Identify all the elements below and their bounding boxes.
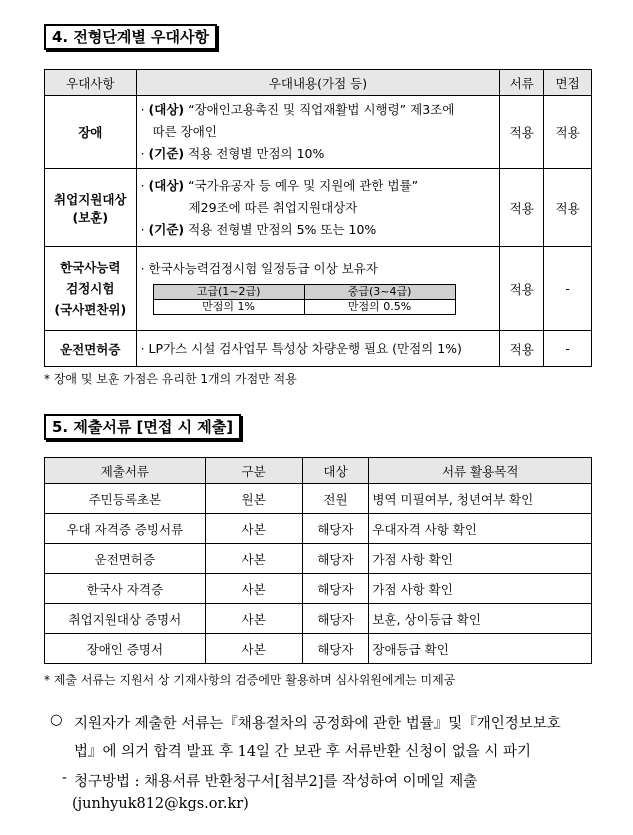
section-4-title: 4. 전형단계별 우대사항	[44, 24, 217, 50]
doc-purpose: 장애등급 확인	[369, 634, 592, 664]
table-row	[45, 604, 592, 634]
doc-name: 한국사 자격증	[45, 574, 206, 604]
row-interview: -	[544, 331, 592, 367]
table-row	[45, 331, 592, 367]
grade-value-intermediate: 만점의 0.5%	[304, 300, 455, 315]
row-doc: 적용	[500, 331, 544, 367]
grade-value-advanced: 만점의 1%	[153, 300, 304, 315]
header-content: 우대내용(가점 등)	[136, 70, 500, 96]
table-row	[45, 247, 592, 331]
paragraph-line-1: 지원자가 제출한 서류는『채용절차의 공정화에 관한 법률』및『개인정보보호	[74, 716, 561, 732]
row-doc: 적용	[500, 96, 544, 169]
paragraph-sub-bullet: -	[62, 770, 67, 786]
header-document: 제출서류	[45, 458, 206, 484]
doc-purpose: 가점 사항 확인	[369, 574, 592, 604]
header-target: 대상	[302, 458, 369, 484]
doc-type: 사본	[205, 514, 302, 544]
documents-table-header	[45, 458, 592, 484]
row-doc: 적용	[500, 247, 544, 331]
section-5-note: * 제출 서류는 지원서 상 기재사항의 검증에만 활용하며 심사위원에게는 미제공	[44, 673, 456, 687]
paragraph-bullet: ○	[50, 712, 63, 728]
preference-table-header	[45, 70, 592, 96]
table-row	[45, 169, 592, 247]
email-link[interactable]: (junhyuk812@kgs.or.kr)	[72, 796, 249, 812]
section-4-note: * 장애 및 보훈 가점은 유리한 1개의 가점만 적용	[44, 372, 297, 386]
header-category: 우대사항	[45, 70, 137, 96]
doc-name: 취업지원대상 증명서	[45, 604, 206, 634]
grade-header-intermediate: 중급(3~4급)	[304, 285, 455, 300]
doc-type: 원본	[205, 484, 302, 514]
row-doc: 적용	[500, 169, 544, 247]
doc-target: 해당자	[302, 544, 369, 574]
doc-target: 전원	[302, 484, 369, 514]
doc-target: 해당자	[302, 604, 369, 634]
row-category: 운전면허증	[45, 331, 137, 367]
doc-target: 해당자	[302, 514, 369, 544]
table-row	[45, 574, 592, 604]
row-category: 장애	[45, 96, 137, 169]
doc-type: 사본	[205, 544, 302, 574]
paragraph-sub-line: 청구방법 : 채용서류 반환청구서[첨부2]를 작성하여 이메일 제출	[74, 774, 478, 790]
table-row	[45, 634, 592, 664]
doc-type: 사본	[205, 634, 302, 664]
doc-purpose: 우대자격 사항 확인	[369, 514, 592, 544]
doc-purpose: 가점 사항 확인	[369, 544, 592, 574]
doc-name: 주민등록초본	[45, 484, 206, 514]
doc-name: 우대 자격증 증빙서류	[45, 514, 206, 544]
header-type: 구분	[205, 458, 302, 484]
paragraph-line-2: 법』에 의거 합격 발표 후 14일 간 보관 후 서류반환 신청이 없을 시 파기	[74, 744, 532, 760]
preference-table	[44, 69, 592, 367]
section-5-title: 5. 제출서류 [면접 시 제출]	[44, 414, 241, 440]
doc-target: 해당자	[302, 634, 369, 664]
table-row	[45, 544, 592, 574]
doc-purpose: 병역 미필여부, 청년여부 확인	[369, 484, 592, 514]
table-row	[45, 96, 592, 169]
doc-name: 장애인 증명서	[45, 634, 206, 664]
header-doc: 서류	[500, 70, 544, 96]
row-content: · (대상) “국가유공자 등 예우 및 지원에 관한 법률” 제29조에 따른 취업지원대상자 · (기준) 적용 전형별 만점의 5% 또는 10%	[136, 169, 500, 247]
row-interview: -	[544, 247, 592, 331]
doc-purpose: 보훈, 상이등급 확인	[369, 604, 592, 634]
row-content: · LP가스 시설 검사업무 특성상 차량운행 필요 (만점의 1%)	[136, 331, 500, 367]
row-category: 취업지원대상 (보훈)	[45, 169, 137, 247]
header-purpose: 서류 활용목적	[369, 458, 592, 484]
doc-target: 해당자	[302, 574, 369, 604]
grade-table	[153, 284, 456, 315]
row-content: · 한국사능력검정시험 일정등급 이상 보유자 고급(1~2급) 중급(3~4급) 만점의 1% 만점의 0.5%	[136, 247, 500, 331]
grade-header-advanced: 고급(1~2급)	[153, 285, 304, 300]
documents-table	[44, 457, 592, 664]
header-interview: 면접	[544, 70, 592, 96]
doc-name: 운전면허증	[45, 544, 206, 574]
table-row	[45, 514, 592, 544]
row-interview: 적용	[544, 96, 592, 169]
row-category: 한국사능력 검정시험 (국사편찬위)	[45, 247, 137, 331]
doc-type: 사본	[205, 574, 302, 604]
doc-type: 사본	[205, 604, 302, 634]
table-row	[45, 484, 592, 514]
row-interview: 적용	[544, 169, 592, 247]
row-content: · (대상) “장애인고용촉진 및 직업재활법 시행령” 제3조에 따른 장애인 · (기준) 적용 전형별 만점의 10%	[136, 96, 500, 169]
